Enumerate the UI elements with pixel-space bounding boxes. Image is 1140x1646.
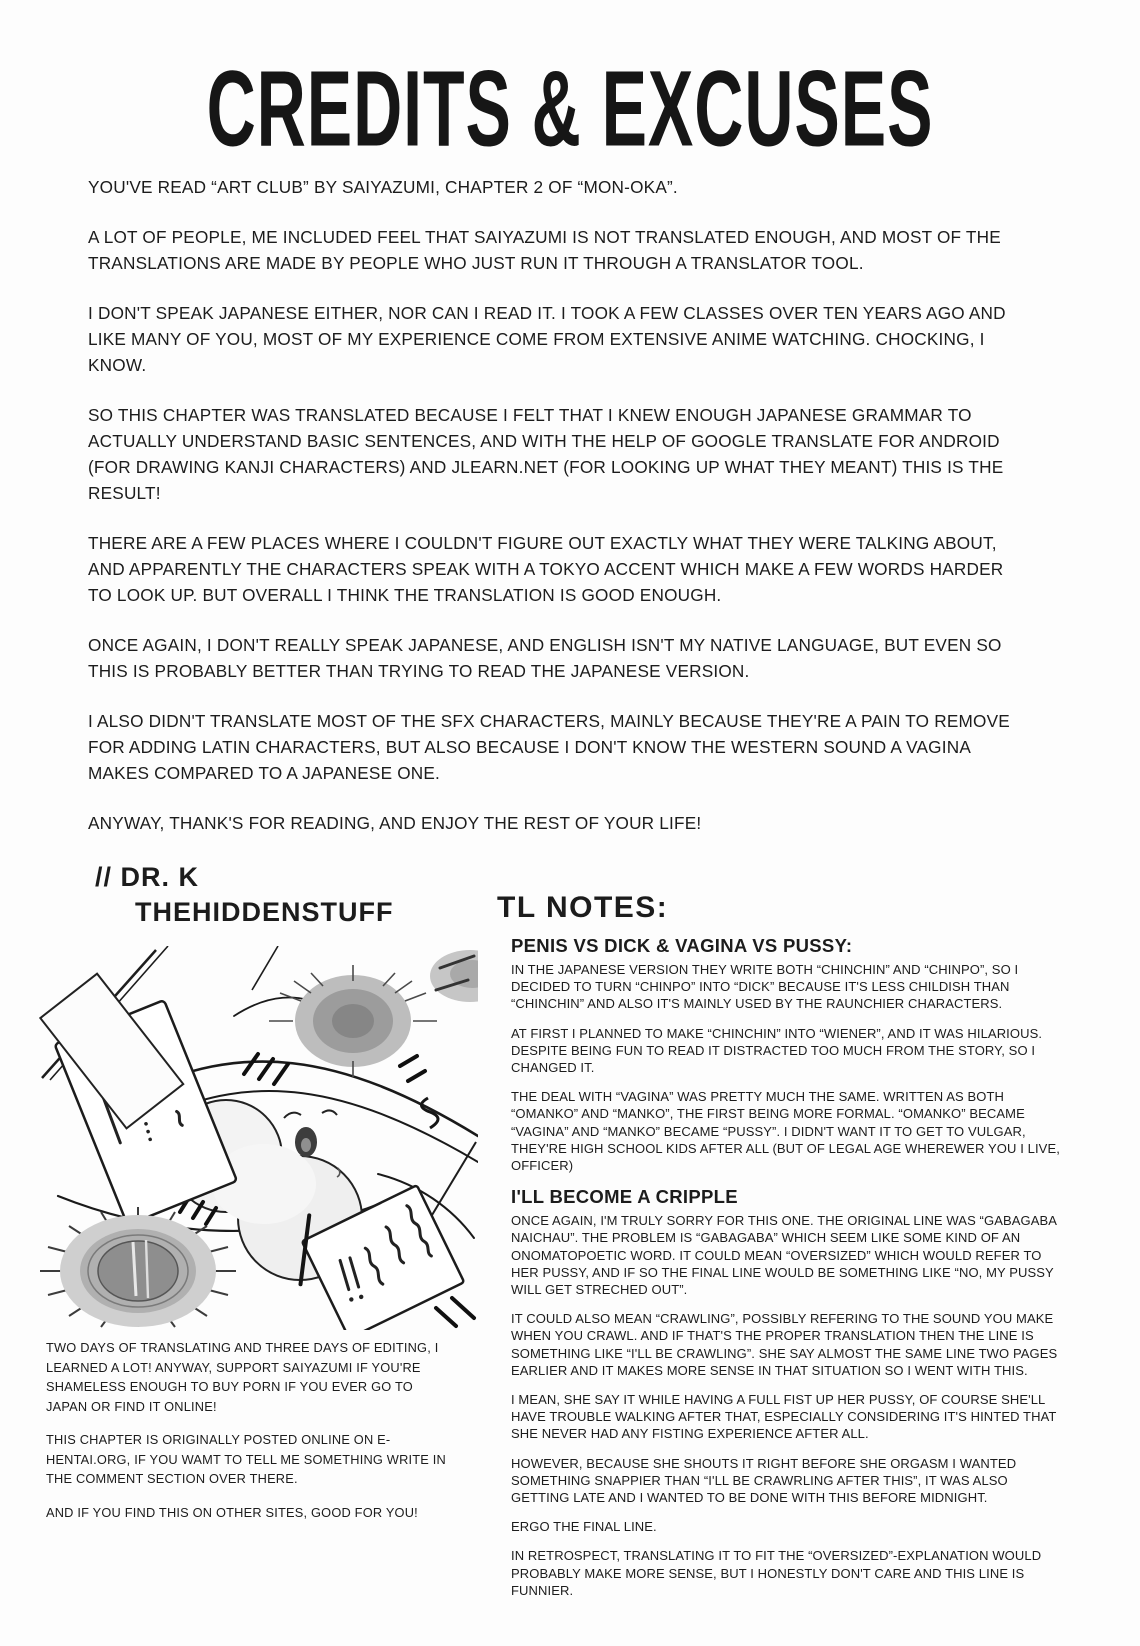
intro-paragraph: YOU'VE READ “ART CLUB” BY SAIYAZUMI, CHAPTER 2 OF “MON-OKA”. — [88, 177, 678, 197]
intro-paragraph: ONCE AGAIN, I DON'T REALLY SPEAK JAPANESE, AND ENGLISH ISN'T MY NATIVE LANGUAGE, BUT EVEN SO THIS IS PROBABLY BETTER THAN TRYING TO READ THE JAPANESE VERSION. — [88, 635, 1002, 681]
intro-paragraph: I DON'T SPEAK JAPANESE EITHER, NOR CAN I READ IT. I TOOK A FEW CLASSES OVER TEN YEARS AGO AND LIKE MANY OF YOU, MOST OF MY EXPERIENCE COME FROM EXTENSIVE ANIME WATCHING. CHOCKING, I KNOW. — [88, 303, 1006, 375]
manga-panel-illustration — [38, 946, 478, 1330]
intro-paragraph: A LOT OF PEOPLE, ME INCLUDED FEEL THAT SAIYAZUMI IS NOT TRANSLATED ENOUGH, AND MOST OF THE TRANSLATIONS ARE MADE BY PEOPLE WHO JUST RUN IT THROUGH A TRANSLATOR TOOL. — [88, 227, 1001, 273]
closing-paragraph: AND IF YOU FIND THIS ON OTHER SITES, GOOD FOR YOU! — [46, 1504, 418, 1520]
closing-notes — [46, 1338, 448, 1536]
signature-name: // DR. K — [95, 862, 200, 892]
intro-paragraph: I ALSO DIDN'T TRANSLATE MOST OF THE SFX CHARACTERS, MAINLY BECAUSE THEY'RE A PAIN TO REMOVE FOR ADDING LATIN CHARACTERS, BUT ALSO BECAUSE I DON'T KNOW THE WESTERN SOUND A VAGINA MAKES COMPARED TO A JAPANESE ONE. — [88, 711, 1010, 783]
translator-signature — [95, 860, 394, 930]
intro-paragraph: THERE ARE A FEW PLACES WHERE I COULDN'T FIGURE OUT EXACTLY WHAT THEY WERE TALKING ABOUT, AND APPARENTLY THE CHARACTERS SPEAK WITH A TOKYO ACCENT WHICH MAKE A FEW WORDS HARDER TO LOOK UP. BUT OVERALL I THINK THE TRANSLATION IS GOOD ENOUGH. — [88, 533, 1004, 605]
intro-paragraph: ANYWAY, THANK'S FOR READING, AND ENJOY THE REST OF YOUR LIFE! — [88, 813, 702, 833]
tl-note-section-terminology — [497, 935, 1069, 1174]
tl-paragraph: AT FIRST I PLANNED TO MAKE “CHINCHIN” INTO “WIENER”, AND IT WAS HILARIOUS. DESPITE BEING FUN TO READ IT DISTRACTED TOO MUCH FROM THE STORY, SO I CHANGED IT. — [511, 1025, 1043, 1076]
tl-paragraph: HOWEVER, BECAUSE SHE SHOUTS IT RIGHT BEFORE SHE ORGASM I WANTED SOMETHING SNAPPIER THAN “I'LL BE CRAWRLING AFTER THIS”, IT WAS ALSO GETTING LATE AND I WANTED TO BE DONE WITH THIS BEFORE MIDNIGHT. — [511, 1455, 1017, 1506]
intro-paragraph: SO THIS CHAPTER WAS TRANSLATED BECAUSE I FELT THAT I KNEW ENOUGH JAPANESE GRAMMAR TO ACTUALLY UNDERSTAND BASIC SENTENCES, AND WITH THE HELP OF GOOGLE TRANSLATE FOR ANDROID (FOR DRAWING KANJI CHARACTERS) AND JLEARN.NET (FOR LOOKING UP WHAT THEY MEANT) THIS IS THE RESULT! — [88, 405, 1004, 503]
tl-paragraph: THE DEAL WITH “VAGINA” WAS PRETTY MUCH THE SAME. WRITTEN AS BOTH “OMANKO” AND “MANKO”, THE FIRST BEING MORE FORMAL. “OMANKO” BECAME “VAGINA” AND “MANKO” BECAME “PUSSY”. I DIDN'T WANT IT TO GET TO VULGAR, THEY'RE HIGH SCHOOL KIDS AFTER ALL (BUT OF LEGAL AGE WHEREWER YOU I LIVE, OFFICER) — [511, 1089, 1060, 1174]
tl-paragraph: I MEAN, SHE SAY IT WHILE HAVING A FULL FIST UP HER PUSSY, OF COURSE SHE'LL HAVE TROUBLE WALKING AFTER THAT, ESPECIALLY CONSIDERING IT'S HINTED THAT SHE NEVER HAD ANY FISTING EXPERIENCE AFTER ALL. — [511, 1392, 1057, 1442]
tl-paragraph: IN THE JAPANESE VERSION THEY WRITE BOTH “CHINCHIN” AND “CHINPO”, SO I DECIDED TO TURN “CHINPO” INTO “DICK” BECAUSE IT'S LESS CHILDISH THAN “CHINCHIN” AND ALSO IT'S MAINLY USED BY THE RAUNCHIER CHARACTERS. — [511, 962, 1019, 1012]
tl-notes-heading: TL NOTES: — [497, 891, 669, 924]
tl-paragraph: IT COULD ALSO MEAN “CRAWLING”, POSSIBLY REFERING TO THE SOUND YOU MAKE WHEN YOU CRAWL. AND IF THAT'S THE PROPER TRANSLATION THEN THE LINE IS SOMETHING LIKE “I'LL BE CRAWLING”. SHE SAY ALMOST THE SAME LINE TWO PAGES EARLIER AND IT MAKES MORE SENSE IN THAT SITUATION SO I WENT WITH THIS. — [511, 1311, 1058, 1378]
signature-alias: THEHIDDENSTUFF — [135, 897, 394, 927]
tl-section-title: I'LL BECOME A CRIPPLE — [511, 1186, 738, 1208]
closing-paragraph: THIS CHAPTER IS ORIGINALLY POSTED ONLINE ON E-HENTAI.ORG, IF YOU WAMT TO TELL ME SOMETHING WRITE IN THE COMMENT SECTION OVER THERE. — [46, 1432, 446, 1486]
tl-note-section-cripple-line — [497, 1186, 1069, 1599]
intro-text — [88, 174, 1020, 860]
tl-notes — [497, 891, 1069, 1611]
tl-paragraph: IN RETROSPECT, TRANSLATING IT TO FIT THE “OVERSIZED”-EXPLANATION WOULD PROBABLY MAKE MORE SENSE, BUT I HONESTLY DON'T CARE AND THIS LINE IS FUNNIER. — [511, 1548, 1042, 1598]
tl-section-title: PENIS VS DICK & VAGINA VS PUSSY: — [511, 935, 853, 956]
closing-paragraph: TWO DAYS OF TRANSLATING AND THREE DAYS OF EDITING, I LEARNED A LOT! ANYWAY, SUPPORT SAIYAZUMI IF YOU'RE SHAMELESS ENOUGH TO BUY PORN IF YOU EVER GO TO JAPAN OR FIND IT ONLINE! — [46, 1340, 439, 1414]
page-title: CREDITS & EXCUSES — [206, 47, 934, 169]
tl-paragraph: ONCE AGAIN, I'M TRULY SORRY FOR THIS ONE. THE ORIGINAL LINE WAS “GABAGABA NAICHAU”. THE PROBLEM IS “GABAGABA” WHICH SEEM LIKE SOME KIND OF AN ONOMATOPOETIC WORD. IT COULD MEAN “OVERSIZED” WHICH WOULD REFER TO HER PUSSY, AND IF SO THE FINAL LINE WOULD BE SOMETHING LIKE “NO, MY PUSSY WILL GET STRECHED OUT”. — [511, 1213, 1057, 1298]
tl-paragraph: ERGO THE FINAL LINE. — [511, 1519, 657, 1535]
